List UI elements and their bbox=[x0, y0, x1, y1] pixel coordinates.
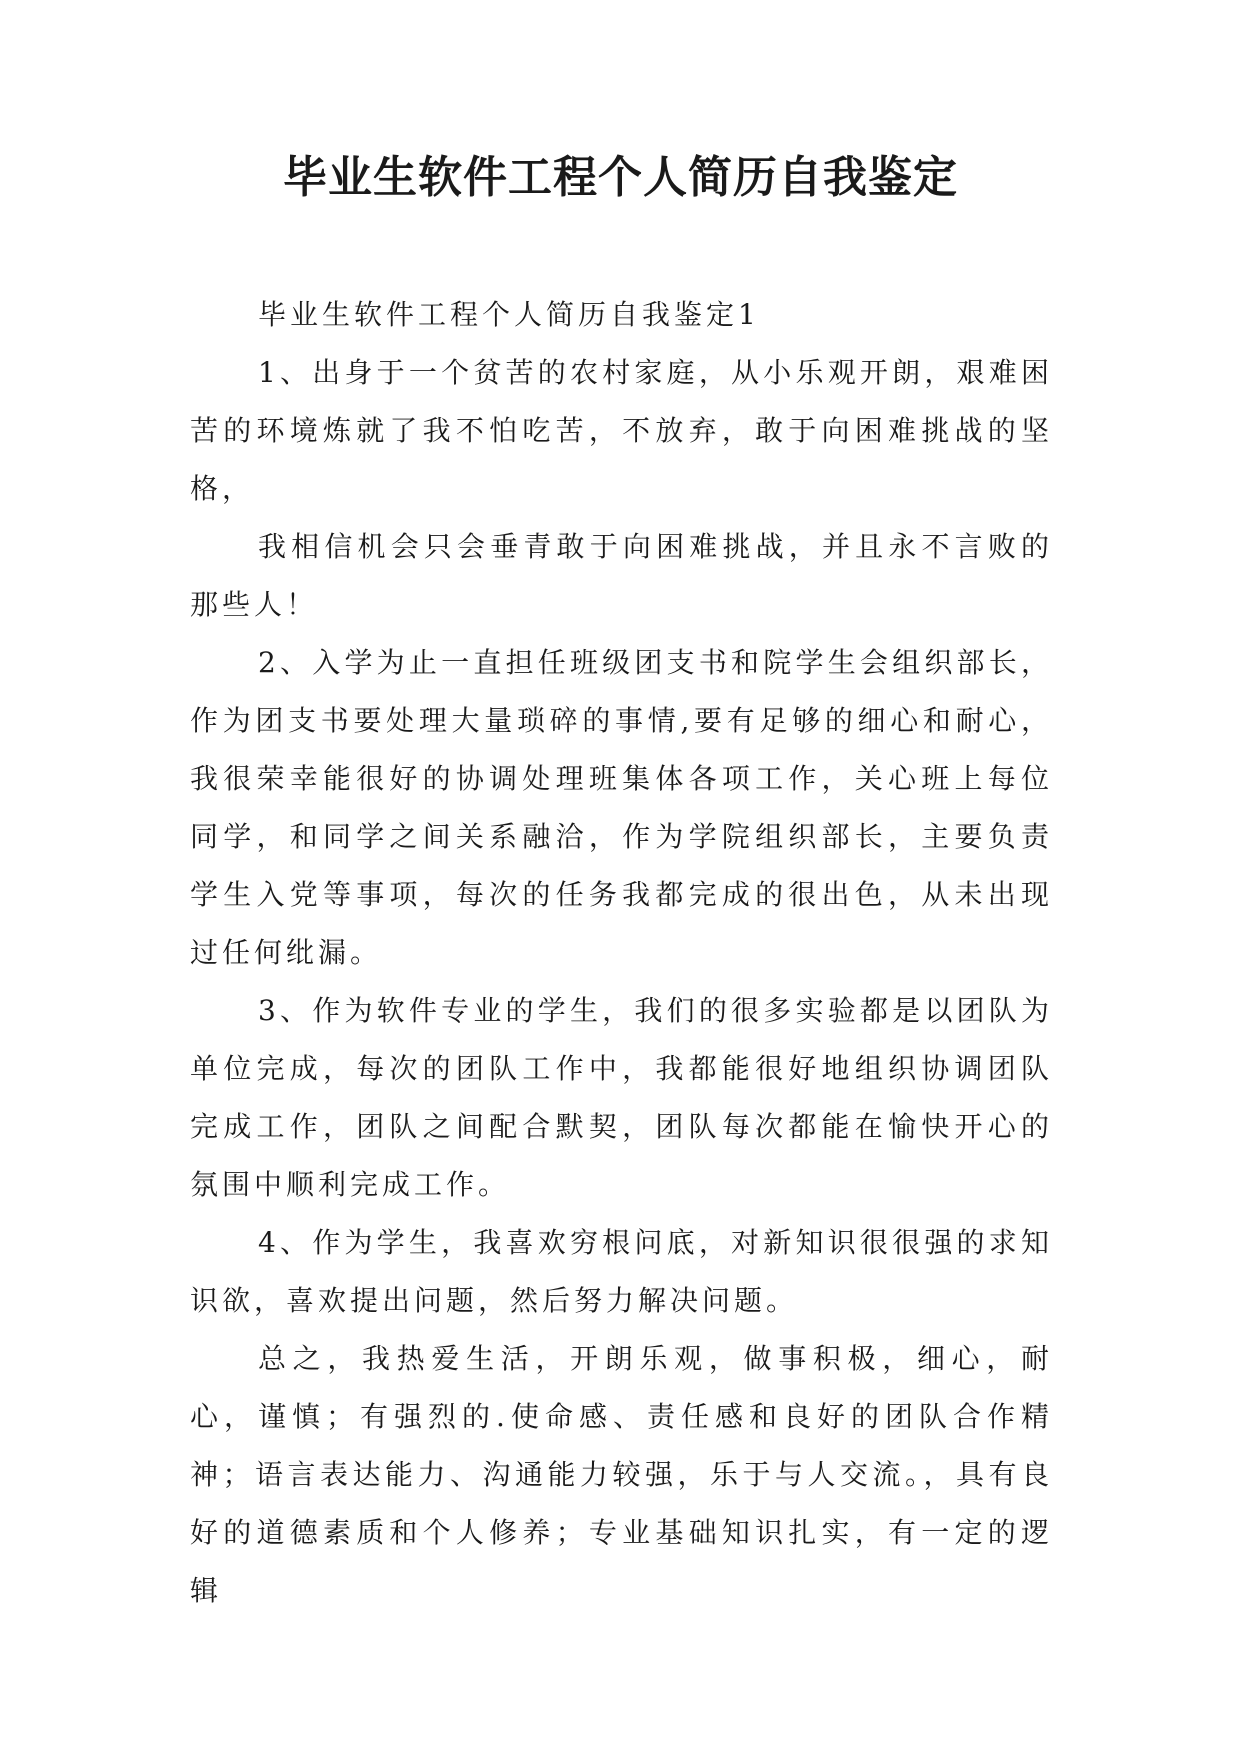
document-title: 毕业生软件工程个人简历自我鉴定 bbox=[283, 152, 958, 203]
paragraph-1: 1、出身于一个贫苦的农村家庭，从小乐观开朗，艰难困苦的环境炼就了我不怕吃苦，不放弃，敢于向困难挑战的坚格， bbox=[190, 356, 1053, 505]
document-body bbox=[190, 286, 1053, 1620]
paragraph-2: 我相信机会只会垂青敢于向困难挑战，并且永不言败的那些人！ bbox=[190, 530, 1053, 621]
paragraph-6: 总之，我热爱生活，开朗乐观，做事积极，细心，耐心，谨慎；有强烈的.使命感、责任感和良好的团队合作精神；语言表达能力、沟通能力较强，乐于与人交流。，具有良好的道德素质和个人修养；专业基础知识扎实，有一定的逻辑 bbox=[190, 1342, 1053, 1607]
paragraph-3: 2、入学为止一直担任班级团支书和院学生会组织部长，作为团支书要处理大量琐碎的事情,要有足够的细心和耐心，我很荣幸能很好的协调处理班集体各项工作，关心班上每位同学，和同学之间关系融洽，作为学院组织部长，主要负责学生入党等事项，每次的任务我都完成的很出色，从未出现过任何纰漏。 bbox=[190, 646, 1053, 969]
paragraph-5: 4、作为学生，我喜欢穷根问底，对新知识很很强的求知识欲，喜欢提出问题，然后努力解决问题。 bbox=[190, 1226, 1053, 1317]
section-heading: 毕业生软件工程个人简历自我鉴定1 bbox=[258, 298, 760, 331]
paragraph-4: 3、作为软件专业的学生，我们的很多实验都是以团队为单位完成，每次的团队工作中，我都能很好地组织协调团队完成工作，团队之间配合默契，团队每次都能在愉快开心的氛围中顺利完成工作。 bbox=[190, 994, 1053, 1201]
